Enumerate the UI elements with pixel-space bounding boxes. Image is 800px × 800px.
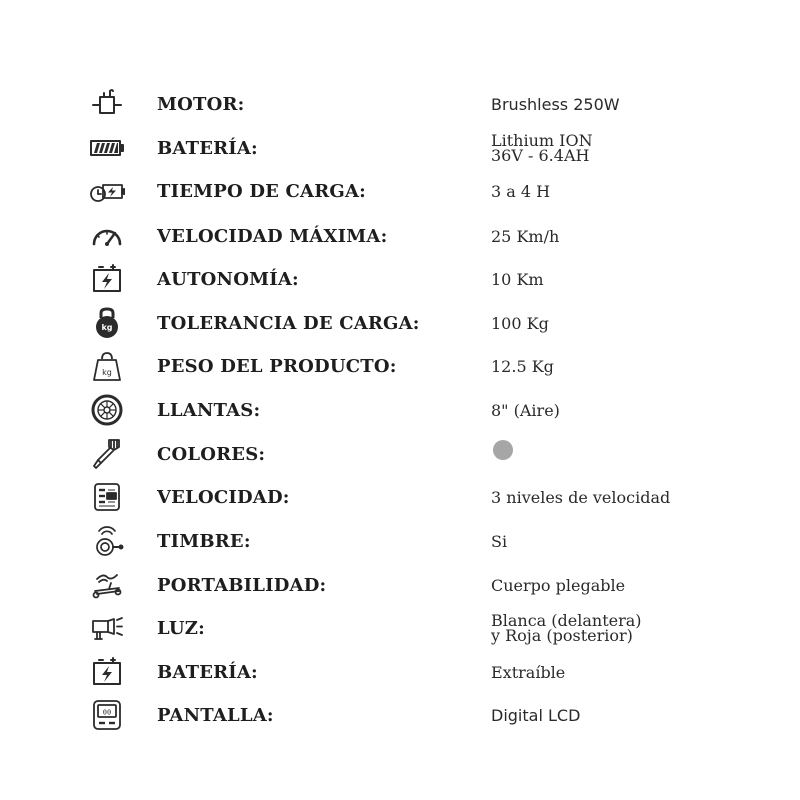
spec-row-peso-del-producto [0,346,800,386]
color-swatch-gray [493,440,513,460]
spec-value-text: 100 Kg [491,313,549,333]
spec-label: BATERÍA: [157,661,258,683]
svg-text:kg: kg [101,323,113,332]
battery-full-icon [84,128,130,168]
spec-value-text: 12.5 Kg [491,356,554,376]
motor-icon [84,84,130,124]
spec-value [491,216,559,256]
spec-value [491,434,513,474]
spec-value [491,390,560,430]
spec-value-text: Brushless 250W [491,94,620,114]
svg-text:00: 00 [102,708,112,717]
folding-scooter-icon [84,565,130,605]
spec-value-text: Cuerpo plegable [491,575,626,595]
spec-value-text: 25 Km/h [491,226,560,246]
spec-label: TIEMPO DE CARGA: [157,180,366,202]
spec-value [491,565,625,605]
spec-row-velocidad-maxima [0,216,800,256]
spec-label: PANTALLA: [157,704,274,726]
spec-row-bateria [0,128,800,168]
spec-value-line-1: Lithium ION [491,131,593,150]
spec-row-tolerancia-de-carga [0,303,800,343]
spec-label: PESO DEL PRODUCTO: [157,355,397,377]
spec-value [491,171,550,211]
svg-text:kg: kg [102,368,112,377]
spec-value [491,652,565,692]
display-icon [84,695,130,735]
spec-label: VELOCIDAD MÁXIMA: [157,225,388,247]
spec-row-pantalla [0,695,800,735]
spec-label: TIMBRE: [157,530,251,552]
spec-row-bateria-extraible [0,652,800,692]
spec-row-luz [0,608,800,648]
spec-row-portabilidad [0,565,800,605]
spec-label: BATERÍA: [157,137,258,159]
spec-value-line-1: Blanca (delantera) [491,611,642,630]
spec-value-line-2: 36V - 6.4AH [491,146,590,165]
spec-label: VELOCIDAD: [157,486,290,508]
spec-value-text: 10 Km [491,269,544,289]
spec-value-text: 3 niveles de velocidad [491,487,671,507]
bell-icon [84,521,130,561]
spec-row-colores [0,434,800,474]
spec-value-text: Si [491,531,508,551]
speedometer-icon [84,216,130,256]
speed-levels-icon [84,477,130,517]
spec-row-autonomia [0,259,800,299]
spec-value-text: Digital LCD [491,705,581,725]
spec-row-tiempo-de-carga [0,171,800,211]
spec-row-timbre [0,521,800,561]
wheel-icon [84,390,130,430]
spec-value-text: 3 a 4 H [491,181,551,201]
spec-label: PORTABILIDAD: [157,574,327,596]
spec-label: AUTONOMÍA: [157,268,299,290]
battery-bolt-icon [84,652,130,692]
spec-row-llantas [0,390,800,430]
spec-value [491,608,642,648]
kettlebell-icon [84,303,130,343]
spec-value [491,477,670,517]
spec-value [491,346,554,386]
spec-value-text: Extraíble [491,662,566,682]
headlight-icon [84,608,130,648]
charging-time-icon [84,171,130,211]
weight-icon [84,346,130,386]
spec-value [491,128,593,168]
spec-label: COLORES: [157,443,266,465]
spec-label: LUZ: [157,617,205,639]
paint-brush-icon [84,434,130,474]
spec-row-velocidad [0,477,800,517]
spec-row-motor [0,84,800,124]
spec-value [491,259,544,299]
spec-value-text: 8" (Aire) [491,400,560,420]
spec-label: TOLERANCIA DE CARGA: [157,312,420,334]
spec-value [491,84,620,124]
spec-value-line-2: y Roja (posterior) [491,626,633,645]
spec-value [491,303,549,343]
spec-label: LLANTAS: [157,399,261,421]
spec-value [491,521,507,561]
spec-value [491,695,580,735]
battery-bolt-icon [84,259,130,299]
spec-label: MOTOR: [157,93,245,115]
